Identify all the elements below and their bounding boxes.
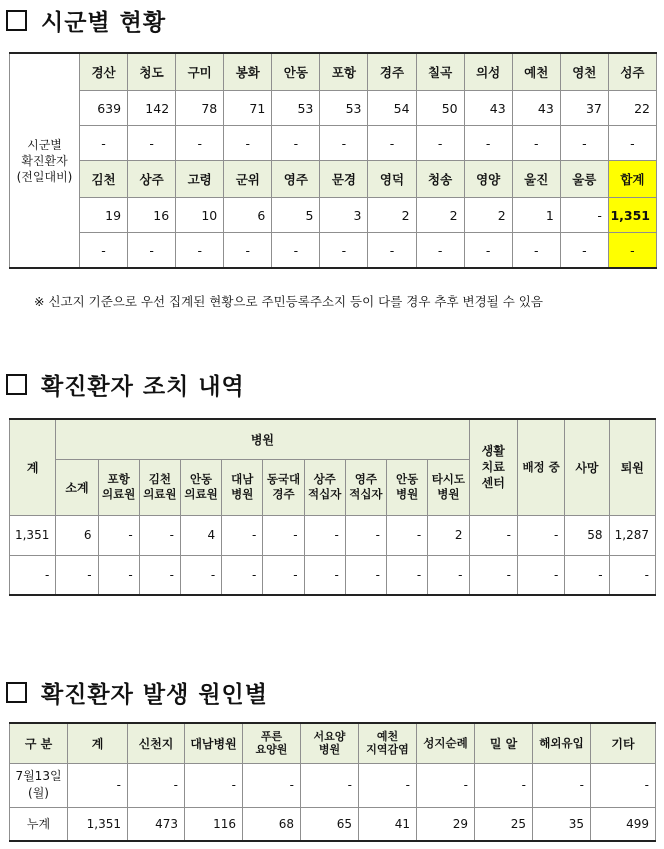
hospital-col-header: 안동 의료원 xyxy=(180,459,221,515)
cause-cell: 35 xyxy=(533,807,591,841)
region-count: 3 xyxy=(320,198,368,233)
measure-cell: - xyxy=(263,555,304,595)
cause-cell: 65 xyxy=(301,807,359,841)
cause-header: 서요양 병원 xyxy=(301,723,359,763)
region-count: 43 xyxy=(464,91,512,126)
region-header: 김천 xyxy=(80,161,128,198)
region-count: 54 xyxy=(368,91,416,126)
cause-header: 푸른 요양원 xyxy=(243,723,301,763)
region-count: 50 xyxy=(416,91,464,126)
region-delta: - xyxy=(272,126,320,161)
region-header: 영주 xyxy=(272,161,320,198)
cause-header: 해외유입 xyxy=(533,723,591,763)
region-count: 1 xyxy=(512,198,560,233)
hospital-col-header: 상주 적십자 xyxy=(304,459,345,515)
region-header: 울릉 xyxy=(560,161,608,198)
cause-header: 예천 지역감염 xyxy=(359,723,417,763)
region-delta: - xyxy=(176,126,224,161)
patient-measures-table xyxy=(9,418,656,596)
region-header: 영덕 xyxy=(368,161,416,198)
region-delta: - xyxy=(224,126,272,161)
region-count: 53 xyxy=(320,91,368,126)
region-count: 43 xyxy=(512,91,560,126)
cause-cell: - xyxy=(417,763,475,807)
cause-header: 신천지 xyxy=(128,723,185,763)
cause-cell: - xyxy=(359,763,417,807)
region-header: 예천 xyxy=(512,53,560,91)
measure-cell: - xyxy=(98,515,139,555)
region-delta: - xyxy=(608,126,656,161)
region-count: 5 xyxy=(272,198,320,233)
total-header: 계 xyxy=(10,419,56,515)
section2-title: 확진환자 조치 내역 xyxy=(6,368,245,401)
region-delta: - xyxy=(272,233,320,269)
cause-cell: - xyxy=(243,763,301,807)
measure-cell: - xyxy=(565,555,609,595)
measure-cell: - xyxy=(345,515,386,555)
measure-cell: - xyxy=(469,515,517,555)
region-header: 안동 xyxy=(272,53,320,91)
cause-header: 기타 xyxy=(591,723,656,763)
region-header: 영천 xyxy=(560,53,608,91)
cause-cell: 68 xyxy=(243,807,301,841)
measure-cell: 1,351 xyxy=(10,515,56,555)
footnote: ※ 신고지 기준으로 우선 집계된 현황으로 주민등록주소지 등이 다를 경우 추후 변경될 수 있음 xyxy=(34,294,543,309)
measure-cell: 4 xyxy=(180,515,221,555)
measure-cell: - xyxy=(180,555,221,595)
measure-cell: - xyxy=(56,555,98,595)
checkbox-square-icon xyxy=(6,374,27,395)
hospital-col-header: 영주 적십자 xyxy=(345,459,386,515)
discharged-header: 퇴원 xyxy=(609,419,655,515)
total-delta: - xyxy=(608,233,656,269)
measure-cell: 1,287 xyxy=(609,515,655,555)
measure-cell: - xyxy=(222,515,263,555)
waiting-header: 배정 중 xyxy=(517,419,564,515)
measure-cell: - xyxy=(304,555,345,595)
cause-cell: 25 xyxy=(475,807,533,841)
region-count: 2 xyxy=(464,198,512,233)
region-header: 울진 xyxy=(512,161,560,198)
cause-cell: - xyxy=(533,763,591,807)
cause-cell: - xyxy=(68,763,128,807)
region-delta: - xyxy=(512,233,560,269)
region-delta: - xyxy=(464,126,512,161)
cause-cell: 29 xyxy=(417,807,475,841)
region-count: 71 xyxy=(224,91,272,126)
total-count: 1,351 xyxy=(608,198,656,233)
region-count: - xyxy=(560,198,608,233)
cause-header: 구 분 xyxy=(10,723,68,763)
region-delta: - xyxy=(320,126,368,161)
region-count: 2 xyxy=(368,198,416,233)
region-delta: - xyxy=(80,126,128,161)
region-delta: - xyxy=(320,233,368,269)
region-count: 2 xyxy=(416,198,464,233)
measure-cell: - xyxy=(304,515,345,555)
region-delta: - xyxy=(560,126,608,161)
region-delta: - xyxy=(512,126,560,161)
cause-cell: 116 xyxy=(185,807,243,841)
checkbox-square-icon xyxy=(6,10,27,31)
cause-table xyxy=(9,722,656,842)
total-header: 합계 xyxy=(608,161,656,198)
region-header: 영양 xyxy=(464,161,512,198)
region-header: 경산 xyxy=(80,53,128,91)
hospital-col-header: 포항 의료원 xyxy=(98,459,139,515)
checkbox-square-icon xyxy=(6,682,27,703)
cause-cell: 41 xyxy=(359,807,417,841)
row-label: 시군별 확진환자 (전일대비) xyxy=(10,53,80,268)
measure-cell: - xyxy=(469,555,517,595)
region-delta: - xyxy=(560,233,608,269)
measure-cell: - xyxy=(386,515,427,555)
region-header: 군위 xyxy=(224,161,272,198)
region-delta: - xyxy=(128,126,176,161)
region-header: 청도 xyxy=(128,53,176,91)
cause-header: 성지순례 xyxy=(417,723,475,763)
death-header: 사망 xyxy=(565,419,609,515)
region-count: 53 xyxy=(272,91,320,126)
region-header: 의성 xyxy=(464,53,512,91)
measure-cell: - xyxy=(222,555,263,595)
region-count: 10 xyxy=(176,198,224,233)
region-delta: - xyxy=(464,233,512,269)
region-delta: - xyxy=(368,233,416,269)
region-header: 문경 xyxy=(320,161,368,198)
region-delta: - xyxy=(368,126,416,161)
measure-cell: 2 xyxy=(428,515,469,555)
cause-cell: 499 xyxy=(591,807,656,841)
region-delta: - xyxy=(176,233,224,269)
cause-cell: 473 xyxy=(128,807,185,841)
region-count: 639 xyxy=(80,91,128,126)
region-header: 청송 xyxy=(416,161,464,198)
region-delta: - xyxy=(128,233,176,269)
hospital-col-header: 동국대 경주 xyxy=(263,459,304,515)
measure-cell: 6 xyxy=(56,515,98,555)
measure-cell: - xyxy=(98,555,139,595)
region-delta: - xyxy=(416,126,464,161)
cause-cell: - xyxy=(301,763,359,807)
measure-cell: - xyxy=(609,555,655,595)
measure-cell: - xyxy=(517,515,564,555)
cause-header: 밀 알 xyxy=(475,723,533,763)
region-delta: - xyxy=(416,233,464,269)
region-count: 142 xyxy=(128,91,176,126)
region-delta: - xyxy=(80,233,128,269)
measure-cell: - xyxy=(263,515,304,555)
region-count: 37 xyxy=(560,91,608,126)
subtotal-header: 소계 xyxy=(56,459,98,515)
measure-cell: 58 xyxy=(565,515,609,555)
measure-cell: - xyxy=(345,555,386,595)
hospital-col-header: 대남 병원 xyxy=(222,459,263,515)
measure-cell: - xyxy=(139,515,180,555)
region-header: 칠곡 xyxy=(416,53,464,91)
cause-header: 계 xyxy=(68,723,128,763)
region-count: 6 xyxy=(224,198,272,233)
row-label-cumulative: 누계 xyxy=(10,807,68,841)
cause-cell: - xyxy=(185,763,243,807)
measure-cell: - xyxy=(428,555,469,595)
region-count: 22 xyxy=(608,91,656,126)
region-count: 19 xyxy=(80,198,128,233)
region-header: 봉화 xyxy=(224,53,272,91)
hospital-col-header: 타시도 병원 xyxy=(428,459,469,515)
region-header: 구미 xyxy=(176,53,224,91)
cause-cell: - xyxy=(128,763,185,807)
hospital-header: 병원 xyxy=(56,419,469,459)
section3-title: 확진환자 발생 원인별 xyxy=(6,676,268,709)
region-header: 상주 xyxy=(128,161,176,198)
center-header: 생활 치료 센터 xyxy=(469,419,517,515)
region-header: 성주 xyxy=(608,53,656,91)
row-label-date: 7월13일 (월) xyxy=(10,763,68,807)
cause-header: 대남병원 xyxy=(185,723,243,763)
region-header: 포항 xyxy=(320,53,368,91)
region-status-table xyxy=(9,52,657,269)
region-header: 경주 xyxy=(368,53,416,91)
region-delta: - xyxy=(224,233,272,269)
cause-cell: - xyxy=(475,763,533,807)
measure-cell: - xyxy=(386,555,427,595)
region-header: 고령 xyxy=(176,161,224,198)
region-count: 78 xyxy=(176,91,224,126)
cause-cell: 1,351 xyxy=(68,807,128,841)
measure-cell: - xyxy=(517,555,564,595)
measure-cell: - xyxy=(139,555,180,595)
cause-cell: - xyxy=(591,763,656,807)
region-count: 16 xyxy=(128,198,176,233)
hospital-col-header: 안동 병원 xyxy=(386,459,427,515)
measure-cell: - xyxy=(10,555,56,595)
section1-title: 시군별 현황 xyxy=(6,4,166,37)
hospital-col-header: 김천 의료원 xyxy=(139,459,180,515)
